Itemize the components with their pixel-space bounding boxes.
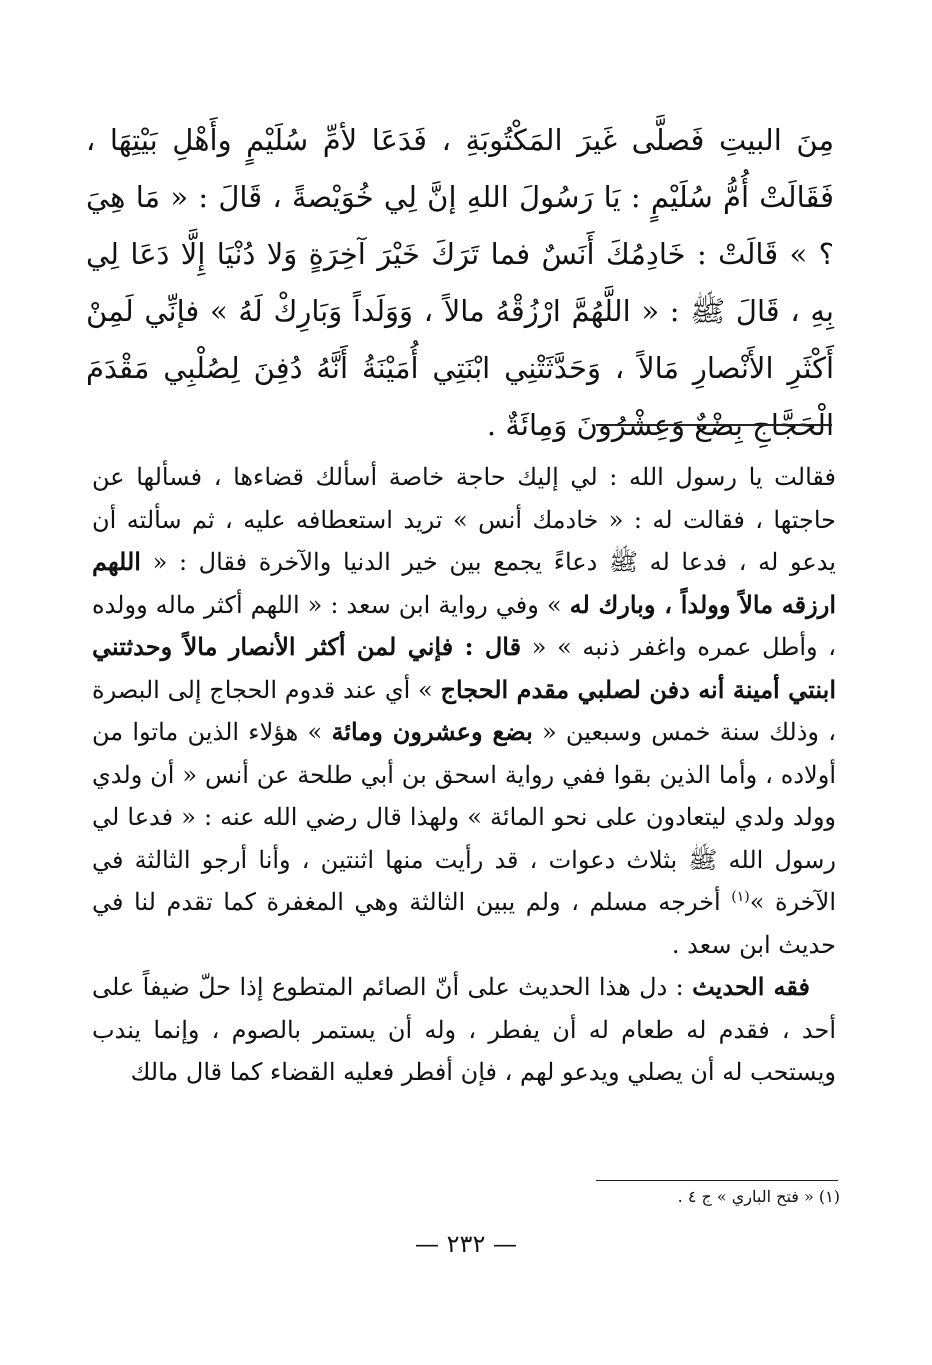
commentary-bold-quote: قال : فإني لمن أكثر الأنصار مالاً وحدثتني ابنتي أمينة أنه دفن لصلبي مقدم الحجاج <box>92 632 837 704</box>
fiqh-heading: فقه الحديث <box>692 972 811 1001</box>
footnote-reference: (١) <box>731 889 750 905</box>
commentary-text: » هؤلاء الذين ماتوا من أولاده ، وأما الذين بقوا ففي رواية اسحق بن أبي طلحة عن أنس « أن ولدي وولد ولدي ليتعادون على نحو المائة » ولهذا قال رضي الله عنه : « فدعا لي رسول الله ﷺ بثلاث دعوات ، قد رأيت منها اثنتين ، وأنا أرجو الثالثة في الآخرة » <box>92 718 836 916</box>
fiqh-paragraph <box>92 966 836 1094</box>
commentary-bold-quote: اللهم ارزقه مالاً وولداً ، وبارك له <box>92 547 836 619</box>
commentary-text: فقالت يا رسول الله : لي إليك حاجة خاصة أسألك قضاءها ، فسألها عن حاجتها ، فقالت له : « خادمك أنس » تريد استعطافه عليه ، ثم سألته أن يدعو له ، فدعا له ﷺ دعاءً يجمع بين خير الدنيا والآخرة فقال : « <box>92 463 836 576</box>
hadith-text-block <box>86 112 834 454</box>
footnote: (١) « فتح الباري » ج ٤ . <box>677 1187 840 1206</box>
commentary-paragraph <box>92 456 836 966</box>
page-number: — ٢٣٢ — <box>415 1230 517 1258</box>
commentary-block <box>92 456 836 1094</box>
footnote-separator-line <box>596 1180 838 1181</box>
commentary-bold-quote: بضع وعشرون ومائة <box>331 717 533 746</box>
hadith-paragraph: مِنَ البيتِ فَصلَّى غَيرَ المَكْتُوبَةِ ، فَدَعَا لأمِّ سُلَيْمٍ وأَهْلِ بَيْتِهَا ، فَقَالَتْ أُمُّ سُلَيْمٍ : يَا رَسُولَ اللهِ إنَّ لِي خُوَيْصةً ، قَالَ : « مَا هِيَ ؟ » قَالَتْ : خَادِمُكَ أَنَسٌ فما تَرَكَ خَيْرَ آخِرَةٍ وَلا دُنْيَا إِلَّا دَعَا لِي بِهِ ، قَالَ ﷺ : « اللَّهُمَّ ارْزُقْهُ مالاً ، وَوَلَداً وَبَارِكْ لَهُ » فإنِّي لَمِنْ أَكْثَرِ الأَنْصارِ مَالاً ، وَحَدَّثَتْنِي ابْنَتِي أُمَيْنَةُ أَنَّهُ دُفِنَ لِصُلْبِي مَقْدَمَ الْحَجَّاجِ بِضْعٌ وَعِشْرُونَ وَمِائَةٌ . <box>86 123 834 442</box>
fiqh-text: : دل هذا الحديث على أنّ الصائم المتطوع إذا حلّ ضيفاً على أحد ، فقدم له طعام له أن يفطر ، وله أن يستمر بالصوم ، وإنما يندب ويستحب له أن يصلي ويدعو لهم ، فإن أفطر فعليه القضاء كما قال مالك <box>92 973 836 1086</box>
commentary-text: » أي عند قدوم الحجاج إلى البصرة ، وذلك سنة خمس وسبعين « <box>92 675 837 746</box>
hadith-separator-line <box>596 424 832 426</box>
commentary-text: » وفي رواية ابن سعد : « اللهم أكثر ماله وولده ، وأطل عمره واغفر ذنبه » « <box>92 590 837 661</box>
commentary-text: أخرجه مسلم ، ولم يبين الثالثة وهي المغفرة كما تقدم لنا في حديث ابن سعد . <box>92 888 836 959</box>
